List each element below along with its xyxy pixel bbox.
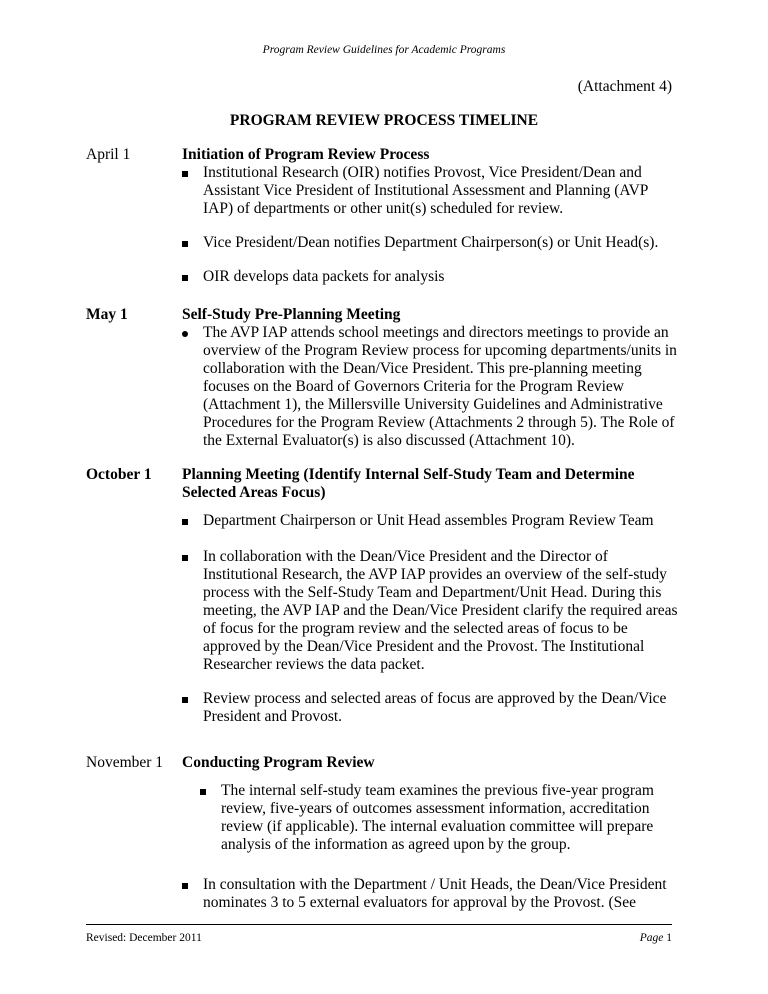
round-bullet-icon: [182, 331, 188, 337]
square-bullet-icon: [182, 883, 188, 889]
date-may-1: May 1: [86, 306, 128, 323]
list-item: Institutional Research (OIR) notifies Provost, Vice President/Dean and Assistant Vice President of Institutional Assessment and Planning (AVP IAP) of departments or other unit(s) scheduled for review.: [182, 164, 678, 218]
square-bullet-icon: [182, 275, 188, 281]
date-november-1: November 1: [86, 754, 164, 771]
revised-date: Revised: December 2011: [86, 932, 202, 944]
list-item: The internal self-study team examines the previous five-year program review, five-years of outcomes assessment information, accreditation review (if applicable). The internal evaluation committee will prepare analysis of the information as agreed upon by the group.: [200, 782, 678, 854]
section-heading-planning: Planning Meeting (Identify Internal Self-Study Team and Determine Selected Areas Focus): [182, 466, 635, 501]
list-item: The AVP IAP attends school meetings and directors meetings to provide an overview of the Program Review process for upcoming departments/units in collaboration with the Dean/Vice President. This pre-planning meeting focuses on the Board of Governors Criteria for the Program Review (Attachment 1), the Millersville University Guidelines and Administrative Procedures for the Program Review (Attachments 2 through 5). The Role of the External Evaluator(s) is also discussed (Attachment 10).: [182, 324, 678, 450]
square-bullet-icon: [182, 171, 188, 177]
page-number: Page 1: [639, 932, 672, 944]
attachment-label: (Attachment 4): [577, 78, 672, 95]
list-item: Department Chairperson or Unit Head assembles Program Review Team: [182, 512, 678, 530]
square-bullet-icon: [182, 697, 188, 703]
section-heading-pre-planning: Self-Study Pre-Planning Meeting: [182, 306, 401, 323]
list-item: Review process and selected areas of focus are approved by the Dean/Vice President and Provost.: [182, 690, 678, 726]
date-october-1: October 1: [86, 466, 152, 483]
list-item: In collaboration with the Dean/Vice President and the Director of Institutional Research, the AVP IAP provides an overview of the self-study process with the Self-Study Team and Department/Unit Head. During this meeting, the AVP IAP and the Dean/Vice President clarify the required areas of focus for the program review and the selected areas of focus to be approved by the Dean/Vice President and the Provost. The Institutional Researcher reviews the data packet.: [182, 548, 678, 674]
square-bullet-icon: [182, 241, 188, 247]
date-april-1: April 1: [86, 146, 131, 163]
footer-divider: [86, 924, 672, 925]
page-title: PROGRAM REVIEW PROCESS TIMELINE: [229, 112, 539, 129]
list-item: Vice President/Dean notifies Department Chairperson(s) or Unit Head(s).: [182, 234, 678, 252]
section-heading-conducting: Conducting Program Review: [182, 754, 375, 771]
running-header: Program Review Guidelines for Academic Programs: [262, 44, 506, 56]
square-bullet-icon: [182, 555, 188, 561]
square-bullet-icon: [182, 519, 188, 525]
list-item: OIR develops data packets for analysis: [182, 268, 678, 286]
list-item: In consultation with the Department / Unit Heads, the Dean/Vice President nominates 3 to 5 external evaluators for approval by the Provost. (See: [182, 876, 678, 912]
square-bullet-icon: [200, 789, 206, 795]
section-heading-initiation: Initiation of Program Review Process: [182, 146, 430, 163]
